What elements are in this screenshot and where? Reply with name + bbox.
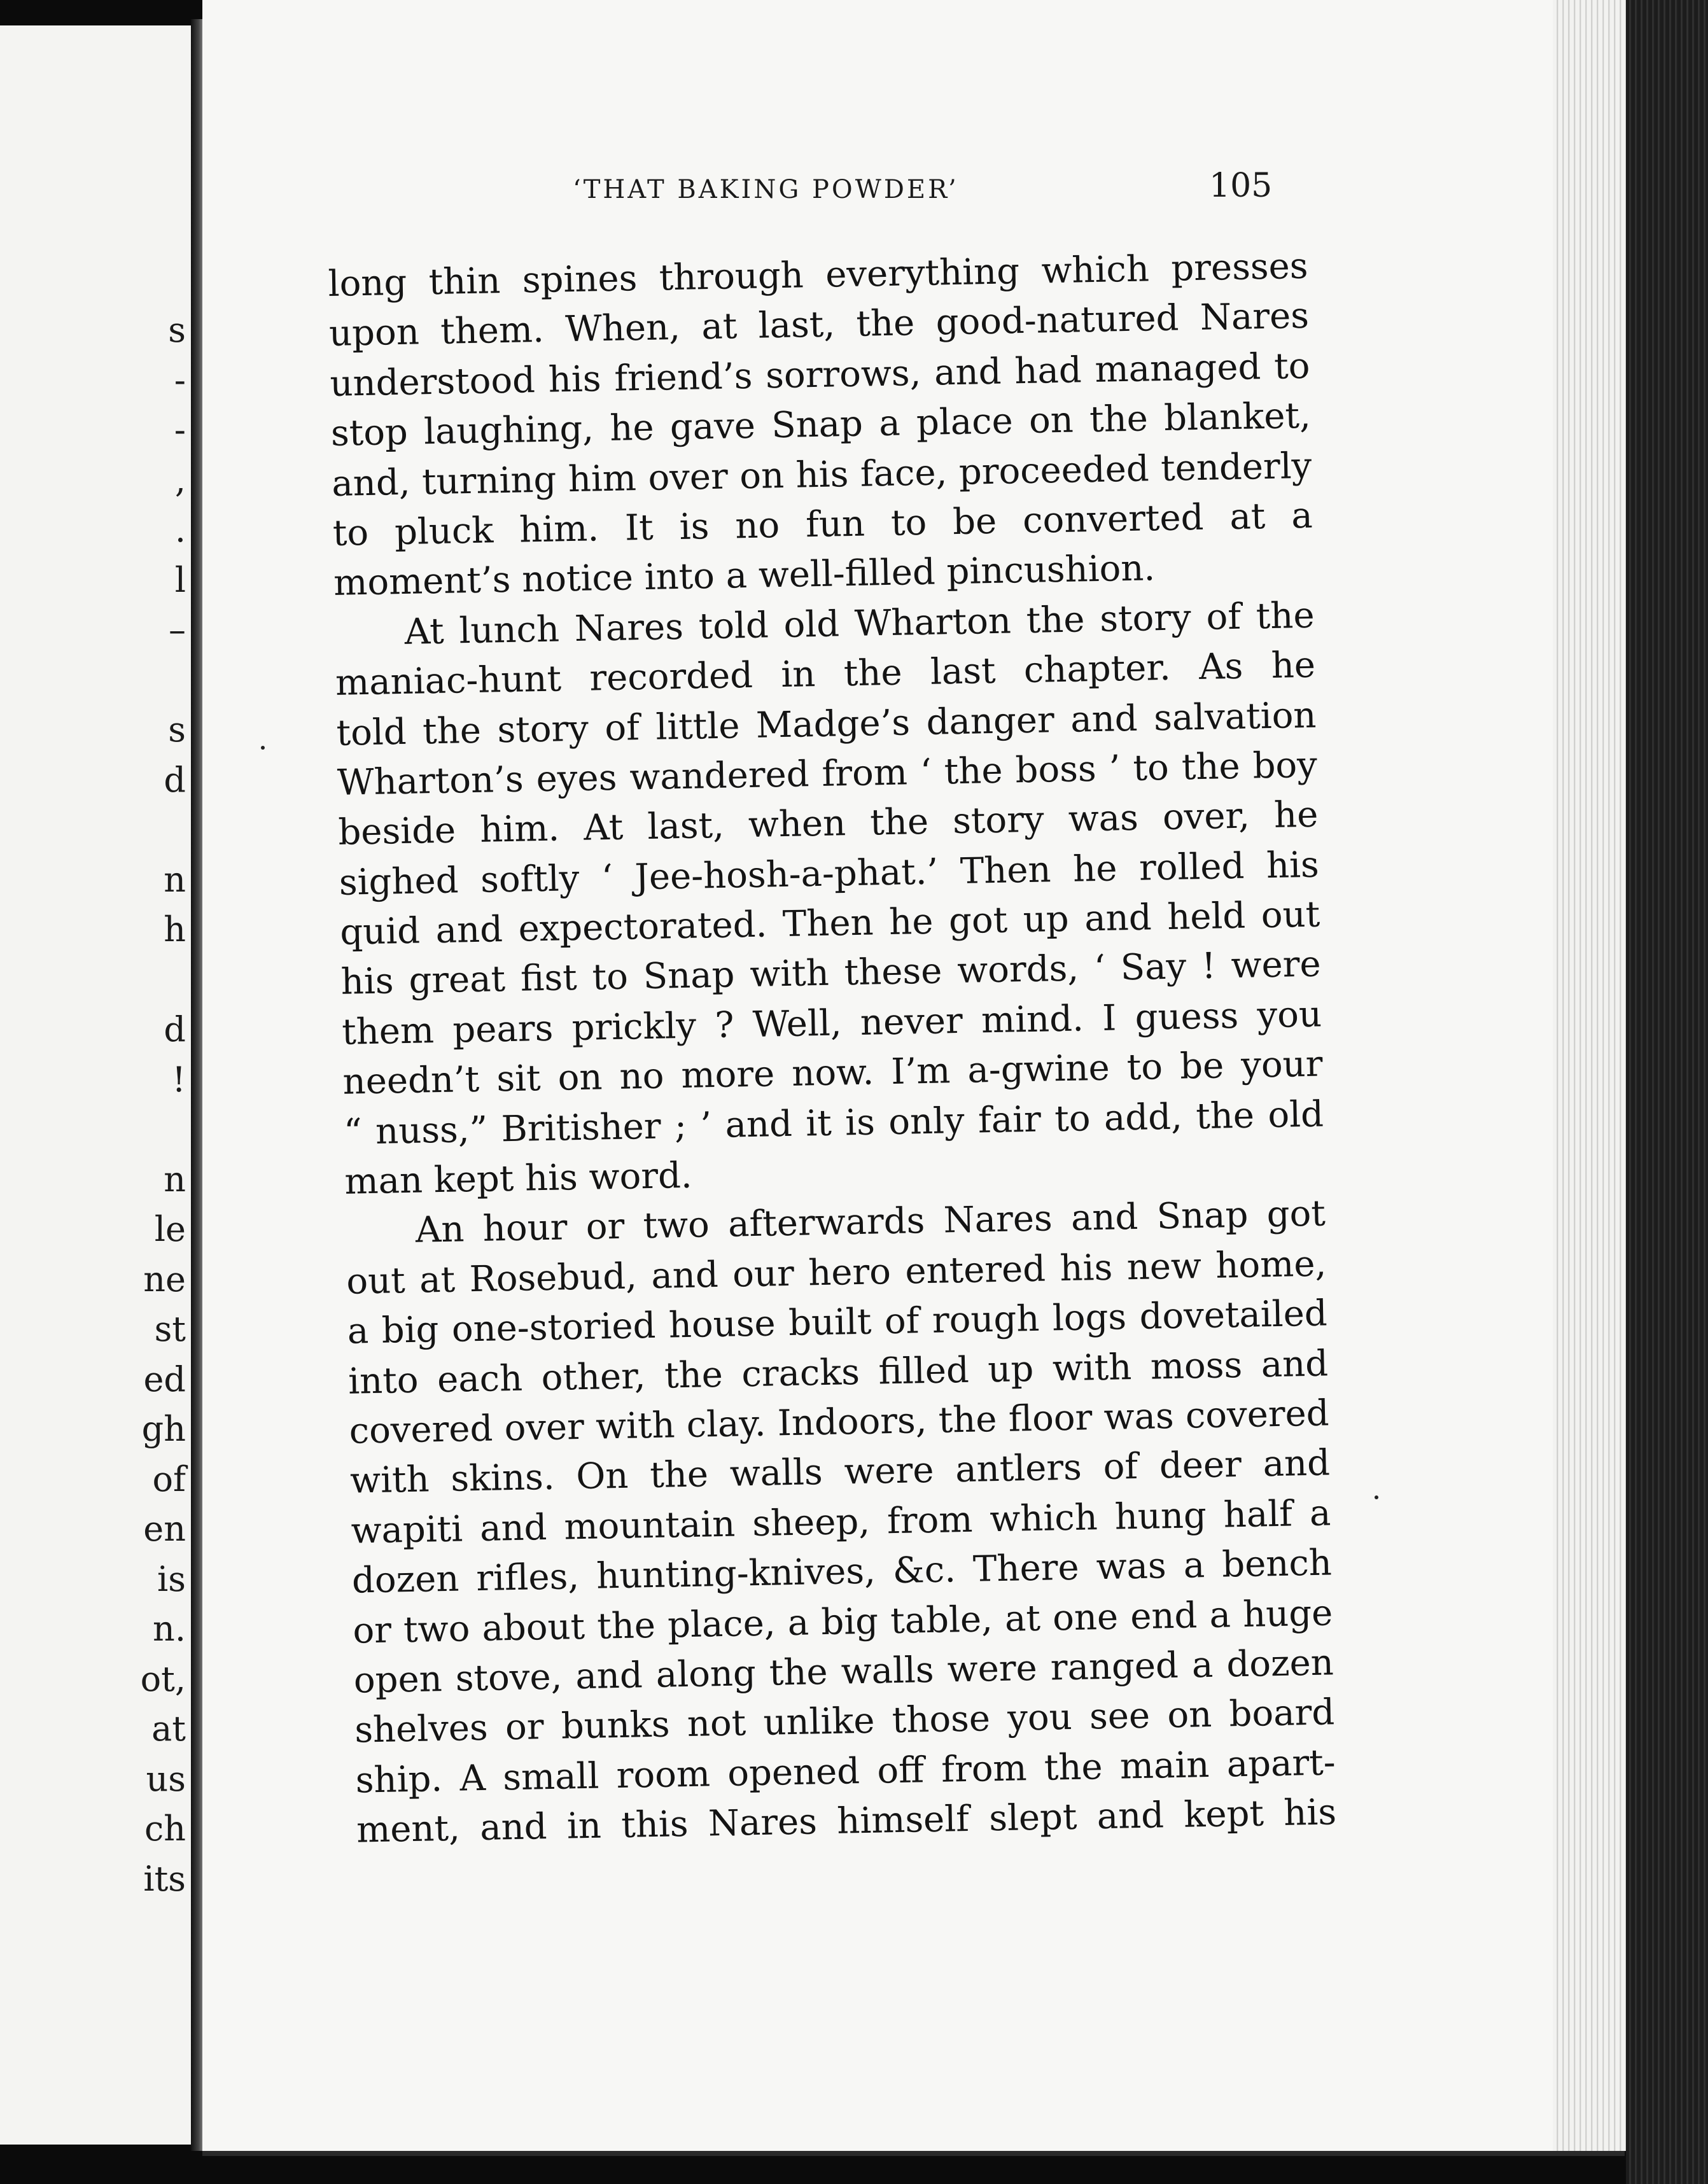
text-line: upon them. When, at last, the good-natured Nares [328, 295, 1310, 355]
text-line: a big one-storied house built of rough logs dovetailed [347, 1292, 1328, 1352]
left-page-fragment: ed [143, 1359, 186, 1399]
text-line: maniac-hunt recorded in the last chapter. As he [335, 644, 1316, 704]
text-line: his great fist to Snap with these words, ‘ Say ! were [340, 944, 1322, 1004]
text-line: sighed softly ‘ Jee-hosh-a-phat.’ Then he rolled his [339, 844, 1320, 904]
text-line: ment, and in this Nares himself slept and kept his [356, 1791, 1337, 1851]
left-page-fragment: ch [144, 1809, 186, 1849]
text-line: needn’t sit on no more now. I’m a-gwine to be your [342, 1043, 1324, 1103]
left-page-fragment: , [174, 459, 186, 500]
text-line: dozen rifles, hunting-knives, &c. There was a bench [351, 1542, 1333, 1602]
text-line: and, turning him over on his face, proceeded tenderly [331, 445, 1312, 505]
text-line: or two about the place, a big table, at one end a huge [352, 1592, 1333, 1652]
left-page-fragment: en [143, 1509, 186, 1549]
text-line: with skins. On the walls were antlers of deer and [349, 1442, 1331, 1502]
text-line: to pluck him. It is no fun to be converted at a [332, 494, 1313, 554]
left-page-fragment: - [174, 410, 186, 450]
left-page-fragment: ne [143, 1259, 186, 1299]
text-line: out at Rosebud, and our hero entered his new home, [346, 1243, 1327, 1303]
text-line: them pears prickly ? Well, never mind. I guess you [341, 993, 1322, 1053]
body-text [328, 242, 1337, 1856]
left-page-fragment: s [168, 710, 186, 750]
text-line: covered over with clay. Indoors, the floor was covered [349, 1392, 1330, 1452]
text-line: stop laughing, he gave Snap a place on the blanket, [330, 395, 1312, 455]
text-line: man kept his word. [344, 1154, 693, 1203]
page-number: 105 [1209, 167, 1273, 205]
text-line: “ nuss,” Britisher ; ’ and it is only fair to add, the old [343, 1093, 1324, 1153]
text-line: Wharton’s eyes wandered from ‘ the boss ’ to the boy [337, 744, 1318, 804]
print-speck [261, 746, 265, 750]
book-cover-edge [1626, 0, 1708, 2184]
left-page-fragment: its [143, 1858, 186, 1899]
text-line: wapiti and mountain sheep, from which hung half a [351, 1492, 1331, 1552]
text-line: At lunch Nares told old Wharton the story of the [404, 594, 1315, 653]
left-page-fragment: ! [172, 1059, 186, 1100]
left-page-fragment: - [174, 360, 186, 400]
text-line: beside him. At last, when the story was over, he [337, 794, 1319, 854]
text-line: quid and expectorated. Then he got up and held out [339, 893, 1320, 953]
text-line: open stove, and along the walls were ranged a dozen [353, 1642, 1334, 1702]
left-page-fragment: . [174, 510, 186, 550]
left-page-fragment: is [157, 1558, 186, 1599]
left-page-fragment: at [151, 1709, 186, 1749]
left-page-fragment: d [164, 759, 186, 800]
text-line: into each other, the cracks filled up with moss and [347, 1343, 1329, 1403]
left-page-fragment: of [152, 1459, 186, 1499]
left-page-fragment: st [154, 1309, 186, 1349]
left-page-text-fragments [0, 305, 191, 1904]
text-line: long thin spines through everything which presses [328, 245, 1309, 305]
left-page-fragment: le [154, 1209, 186, 1249]
left-facing-page [0, 25, 195, 2145]
left-page-fragment: ot, [140, 1658, 186, 1699]
left-page-fragment: n [164, 859, 186, 900]
left-page-fragment: us [146, 1758, 186, 1799]
running-head: ‘THAT BAKING POWDER’ [573, 175, 959, 204]
text-line: ship. A small room opened off from the main apart- [355, 1742, 1336, 1802]
text-line: shelves or bunks not unlike those you see on board [354, 1691, 1335, 1751]
left-page-fragment [0, 1105, 191, 1155]
text-line: told the story of little Madge’s danger and salvation [336, 694, 1317, 754]
page-edges [1553, 0, 1626, 2151]
book-gutter [191, 19, 204, 2151]
left-page-fragment [0, 955, 191, 1005]
text-line: moment’s notice into a well-filled pincushion. [333, 547, 1156, 605]
left-page-fragment: h [164, 909, 186, 949]
left-page-fragment: d [164, 1009, 186, 1049]
left-page-fragment: s [168, 310, 186, 350]
text-line: An hour or two afterwards Nares and Snap got [415, 1193, 1326, 1252]
print-speck [1375, 1495, 1378, 1499]
left-page-fragment: l [174, 559, 186, 600]
left-page-fragment: n. [153, 1609, 186, 1649]
left-page-fragment [0, 805, 191, 855]
text-line: understood his friend’s sorrows, and had managed to [329, 345, 1310, 405]
left-page-fragment: gh [141, 1409, 186, 1449]
left-page-fragment: n [164, 1159, 186, 1200]
left-page-fragment [0, 655, 191, 706]
left-page-fragment: – [169, 610, 186, 650]
